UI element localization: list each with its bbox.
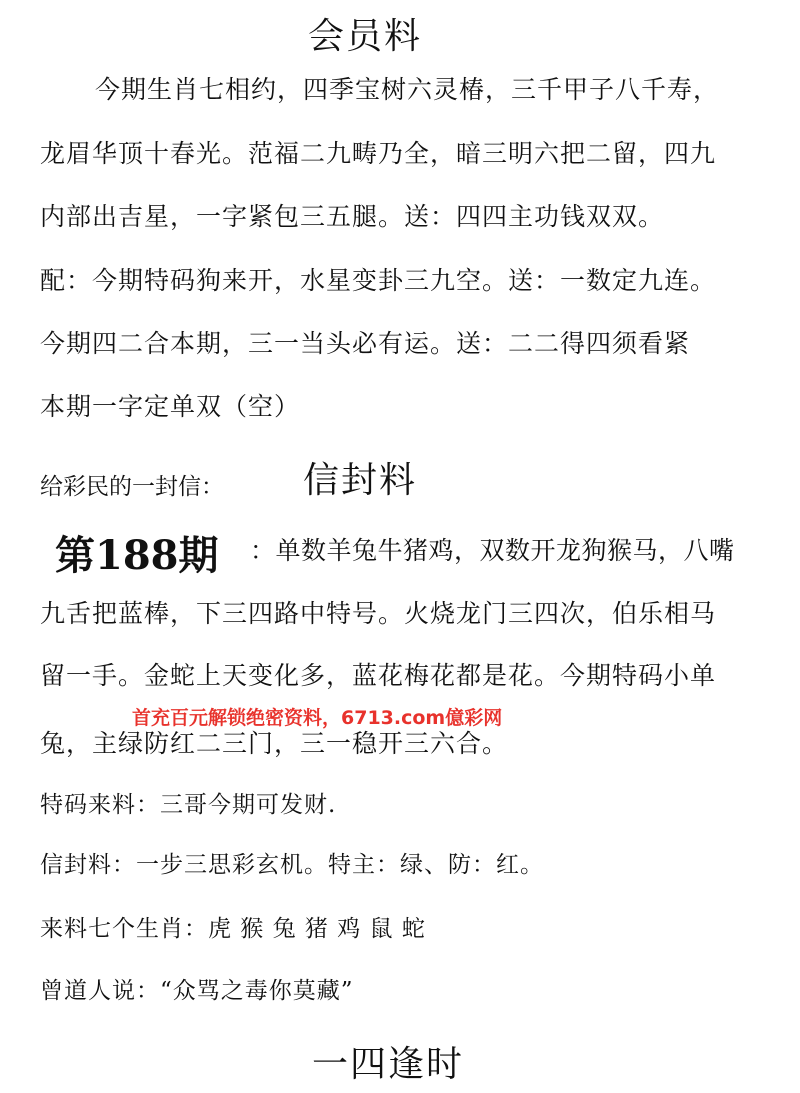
envelope-intro: 给彩民的一封信： bbox=[40, 474, 224, 500]
member-line-3: 内部出吉星，一字紧包三五腿。送：四四主功钱双双。 bbox=[40, 202, 665, 231]
envelope-title: 信封料 bbox=[303, 460, 418, 501]
member-title: 会员料 bbox=[308, 16, 423, 57]
item-quote: 曾道人说：“众骂之毒你莫藏” bbox=[40, 978, 354, 1004]
issue-number: 第188期 bbox=[55, 532, 219, 579]
item-zodiacs: 来料七个生肖：虎 猴 兔 猪 鸡 鼠 蛇 bbox=[40, 916, 426, 942]
envelope-line-3: 兔，主绿防红二三门，三一稳开三六合。 bbox=[40, 729, 509, 758]
item-envelope-note: 信封料：一步三思彩玄机。特主：绿、防：红。 bbox=[40, 852, 544, 878]
issue-text: ：单数羊兔牛猪鸡，双数开龙狗猴马，八嘴 bbox=[250, 536, 735, 565]
envelope-line-2: 留一手。金蛇上天变化多，蓝花梅花都是花。今期特码小单 bbox=[40, 661, 717, 690]
member-line-2: 龙眉华顶十春光。范福二九畴乃全，暗三明六把二留，四九 bbox=[40, 139, 717, 168]
envelope-line-1: 九舌把蓝棒，下三四路中特号。火烧龙门三四次，伯乐相马 bbox=[40, 599, 717, 628]
member-line-5: 今期四二合本期，三一当头必有运。送：二二得四须看紧 bbox=[40, 329, 691, 358]
member-line-6: 本期一字定单双（空） bbox=[40, 392, 301, 421]
watermark-text: 首充百元解锁绝密资料，6713.com億彩网 bbox=[132, 707, 503, 729]
bottom-title: 一四逢时 bbox=[312, 1044, 465, 1085]
member-line-1: 今期生肖七相约，四季宝树六灵椿，三千甲子八千寿， bbox=[95, 75, 720, 104]
item-special-source: 特码来料：三哥今期可发财. bbox=[40, 792, 337, 818]
member-line-4: 配：今期特码狗来开，水星变卦三九空。送：一数定九连。 bbox=[40, 266, 717, 295]
